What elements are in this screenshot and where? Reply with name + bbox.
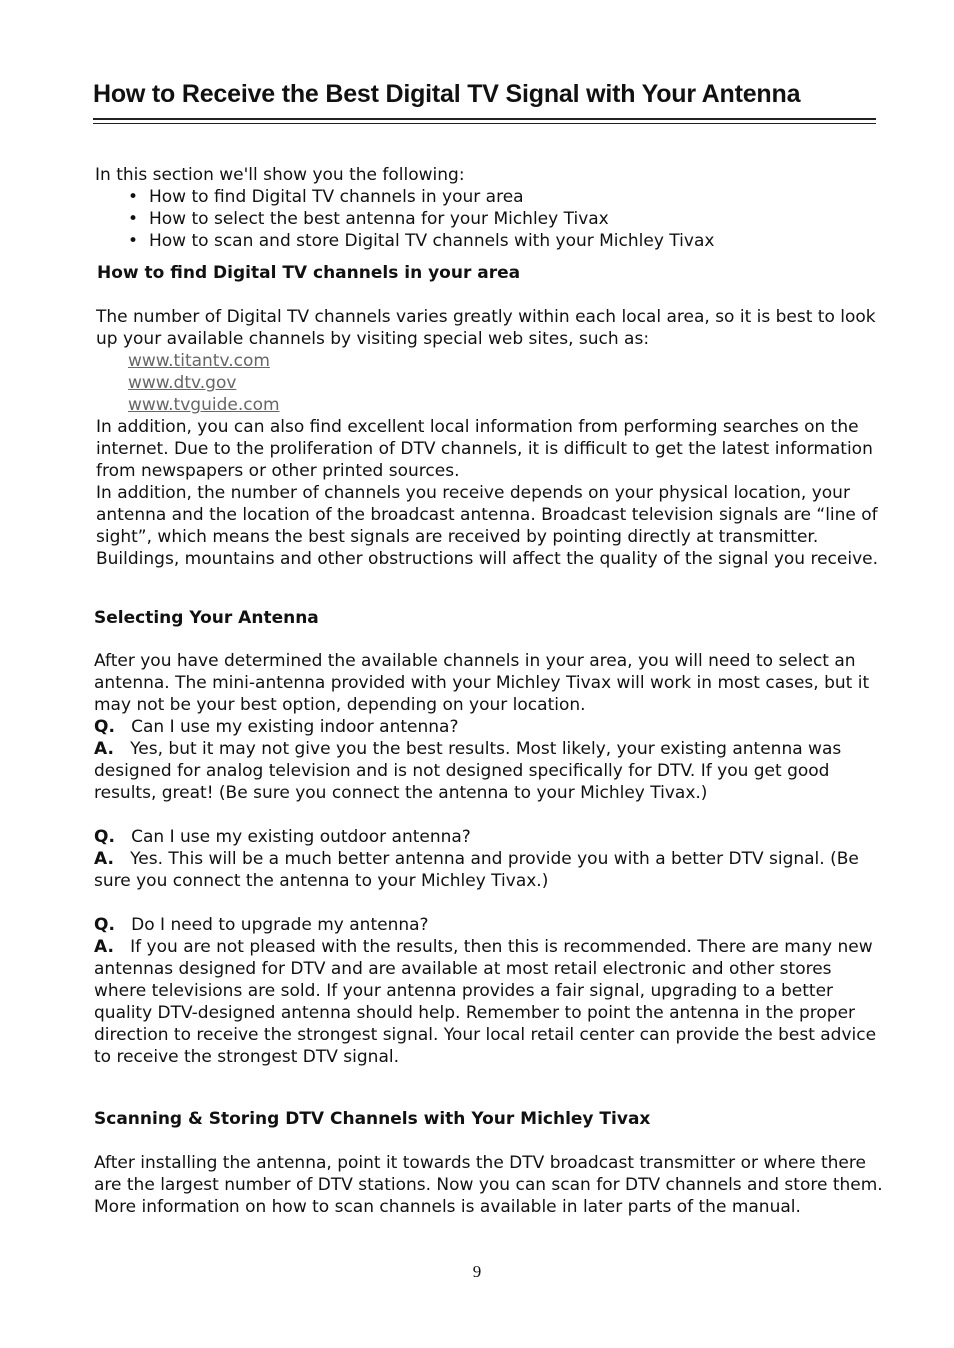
scanning-para: After installing the antenna, point it towards the DTV broadcast transmitter or where there are the largest number of DTV stations. Now you can scan for DTV channels and store them. More information on how to scan channels is available in later parts of the manual. [94,1153,883,1217]
title-rule-thin [93,123,876,124]
section-heading-selecting-antenna: Selecting Your Antenna [94,608,319,628]
qa-question-2: Q. Can I use my existing outdoor antenna? [94,827,471,847]
link-dtv-gov[interactable]: www.dtv.gov [128,373,237,393]
list-item: • How to select the best antenna for your Michley Tivax [95,208,895,230]
question-label: Q. [94,915,115,935]
answer-label: A. [94,739,114,759]
title-rule-thick [93,118,876,120]
list-item: • How to scan and store Digital TV channels with your Michley Tivax [95,230,895,252]
find-channels-para-2: In addition, you can also find excellent local information from performing searches on the internet. Due to the proliferation of DTV channels, it is difficult to get the latest information from newspapers or other printed sources. [96,417,873,481]
qa-answer-1: A. Yes, but it may not give you the best results. Most likely, your existing antenna was designed for analog television and is not designed specifically for DTV. If you get good results, great! (Be sure you connect the antenna to your Michley Tivax.) [94,739,842,803]
list-item: • How to find Digital TV channels in your area [95,186,895,208]
question-label: Q. [94,717,115,737]
qa-question-3: Q. Do I need to upgrade my antenna? [94,915,429,935]
find-channels-block [96,306,886,570]
selecting-antenna-block [94,650,884,1068]
qa-answer-3: A. If you are not pleased with the results, then this is recommended. There are many new antennas designed for DTV and are available at most retail electronic and other stores where televisions are sold. If your antenna provides a fair signal, upgrading to a better quality DTV-designed antenna should help. Remember to point the antenna in the proper direction to receive the strongest signal. Your local retail center can provide the best advice to receive the strongest DTV signal. [94,937,877,1067]
intro-text: In this section we'll show you the following: [95,165,465,185]
link-titantv[interactable]: www.titantv.com [128,351,270,371]
intro-block [95,164,895,252]
scanning-block [94,1152,894,1218]
selecting-antenna-para: After you have determined the available channels in your area, you will need to select an antenna. The mini-antenna provided with your Michley Tivax will work in most cases, but it may not be your best option, depending on your location. [94,651,870,715]
find-channels-para-3: In addition, the number of channels you receive depends on your physical location, your antenna and the location of the broadcast antenna. Broadcast television signals are “line of sight”, which means the best signals are received by pointing directly at transmitter. Buildings, mountains and other obstructions will affect the quality of the signal you receive. [96,483,878,569]
section-heading-find-channels: How to find Digital TV channels in your area [97,263,521,283]
intro-bullet-list [95,186,895,252]
section-heading-scanning: Scanning & Storing DTV Channels with Your Michley Tivax [94,1109,651,1129]
qa-question-1: Q. Can I use my existing indoor antenna? [94,717,459,737]
qa-answer-2: A. Yes. This will be a much better antenna and provide you with a better DTV signal. (Be sure you connect the antenna to your Michley Tivax.) [94,849,859,891]
answer-label: A. [94,937,114,957]
find-channels-para-1: The number of Digital TV channels varies greatly within each local area, so it is best to look up your available channels by visiting special web sites, such as: [96,307,876,349]
question-label: Q. [94,827,115,847]
page-title: How to Receive the Best Digital TV Signal with Your Antenna [93,80,801,108]
page-number: 9 [472,1262,482,1281]
link-tvguide[interactable]: www.tvguide.com [128,395,280,415]
answer-label: A. [94,849,114,869]
